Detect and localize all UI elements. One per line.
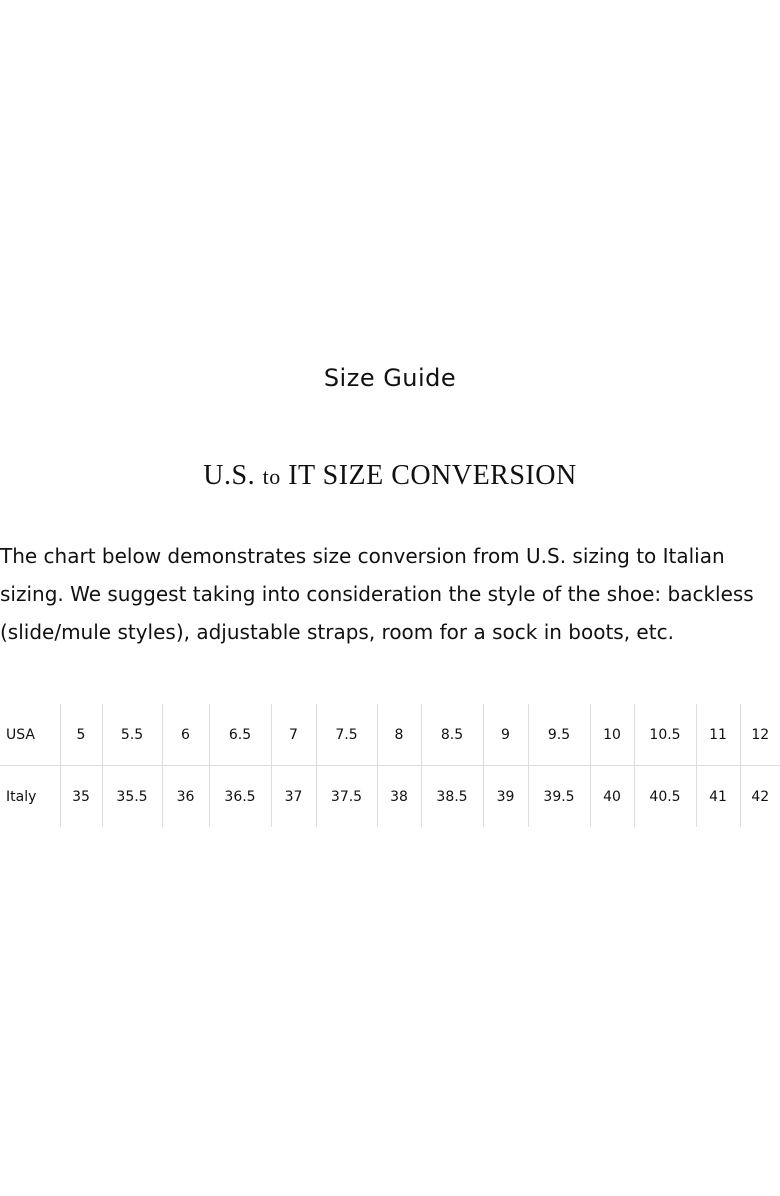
table-cell: 5.5 (102, 704, 162, 766)
description-line: sizing. We suggest taking into consideration the style of the shoe: backless (0, 582, 754, 606)
table-cell: 38 (377, 766, 421, 828)
description (0, 537, 770, 651)
table-cell: 8 (377, 704, 421, 766)
page-title: Size Guide (323, 364, 457, 392)
table-cell: 37.5 (316, 766, 377, 828)
table-cell: 8.5 (421, 704, 483, 766)
table-cell: 6 (162, 704, 209, 766)
description-line: The chart below demonstrates size conversion from U.S. sizing to Italian (0, 544, 725, 568)
table-cell: 40 (590, 766, 634, 828)
table-cell: 9.5 (528, 704, 590, 766)
table-cell: 5 (60, 704, 102, 766)
table-cell: 42 (740, 766, 780, 828)
table-cell: 40.5 (634, 766, 696, 828)
table-cell: 7 (271, 704, 316, 766)
table-cell: 35 (60, 766, 102, 828)
table-cell: 10 (590, 704, 634, 766)
table-cell: 39.5 (528, 766, 590, 828)
description-line: (slide/mule styles), adjustable straps, room for a sock in boots, etc. (0, 620, 674, 644)
table-cell: 7.5 (316, 704, 377, 766)
table-cell: 39 (483, 766, 528, 828)
table-cell: 36.5 (209, 766, 271, 828)
table-row-usa (0, 704, 780, 766)
table-cell: 37 (271, 766, 316, 828)
table-cell: 6.5 (209, 704, 271, 766)
table-cell: 11 (696, 704, 740, 766)
row-label: USA (0, 704, 60, 766)
table-cell: 35.5 (102, 766, 162, 828)
table-row-italy (0, 766, 780, 828)
row-label: Italy (6, 788, 37, 805)
table-cell: 12 (740, 704, 780, 766)
table-cell: 9 (483, 704, 528, 766)
table-cell: 38.5 (421, 766, 483, 828)
heading-to: to (262, 464, 281, 489)
table-cell: 10.5 (634, 704, 696, 766)
section-heading (0, 460, 780, 492)
table-cell: 36 (162, 766, 209, 828)
size-conversion-table (0, 704, 780, 827)
heading-prefix: U.S. (203, 460, 256, 491)
heading-suffix: IT SIZE CONVERSION (288, 460, 577, 491)
table-cell: 41 (696, 766, 740, 828)
